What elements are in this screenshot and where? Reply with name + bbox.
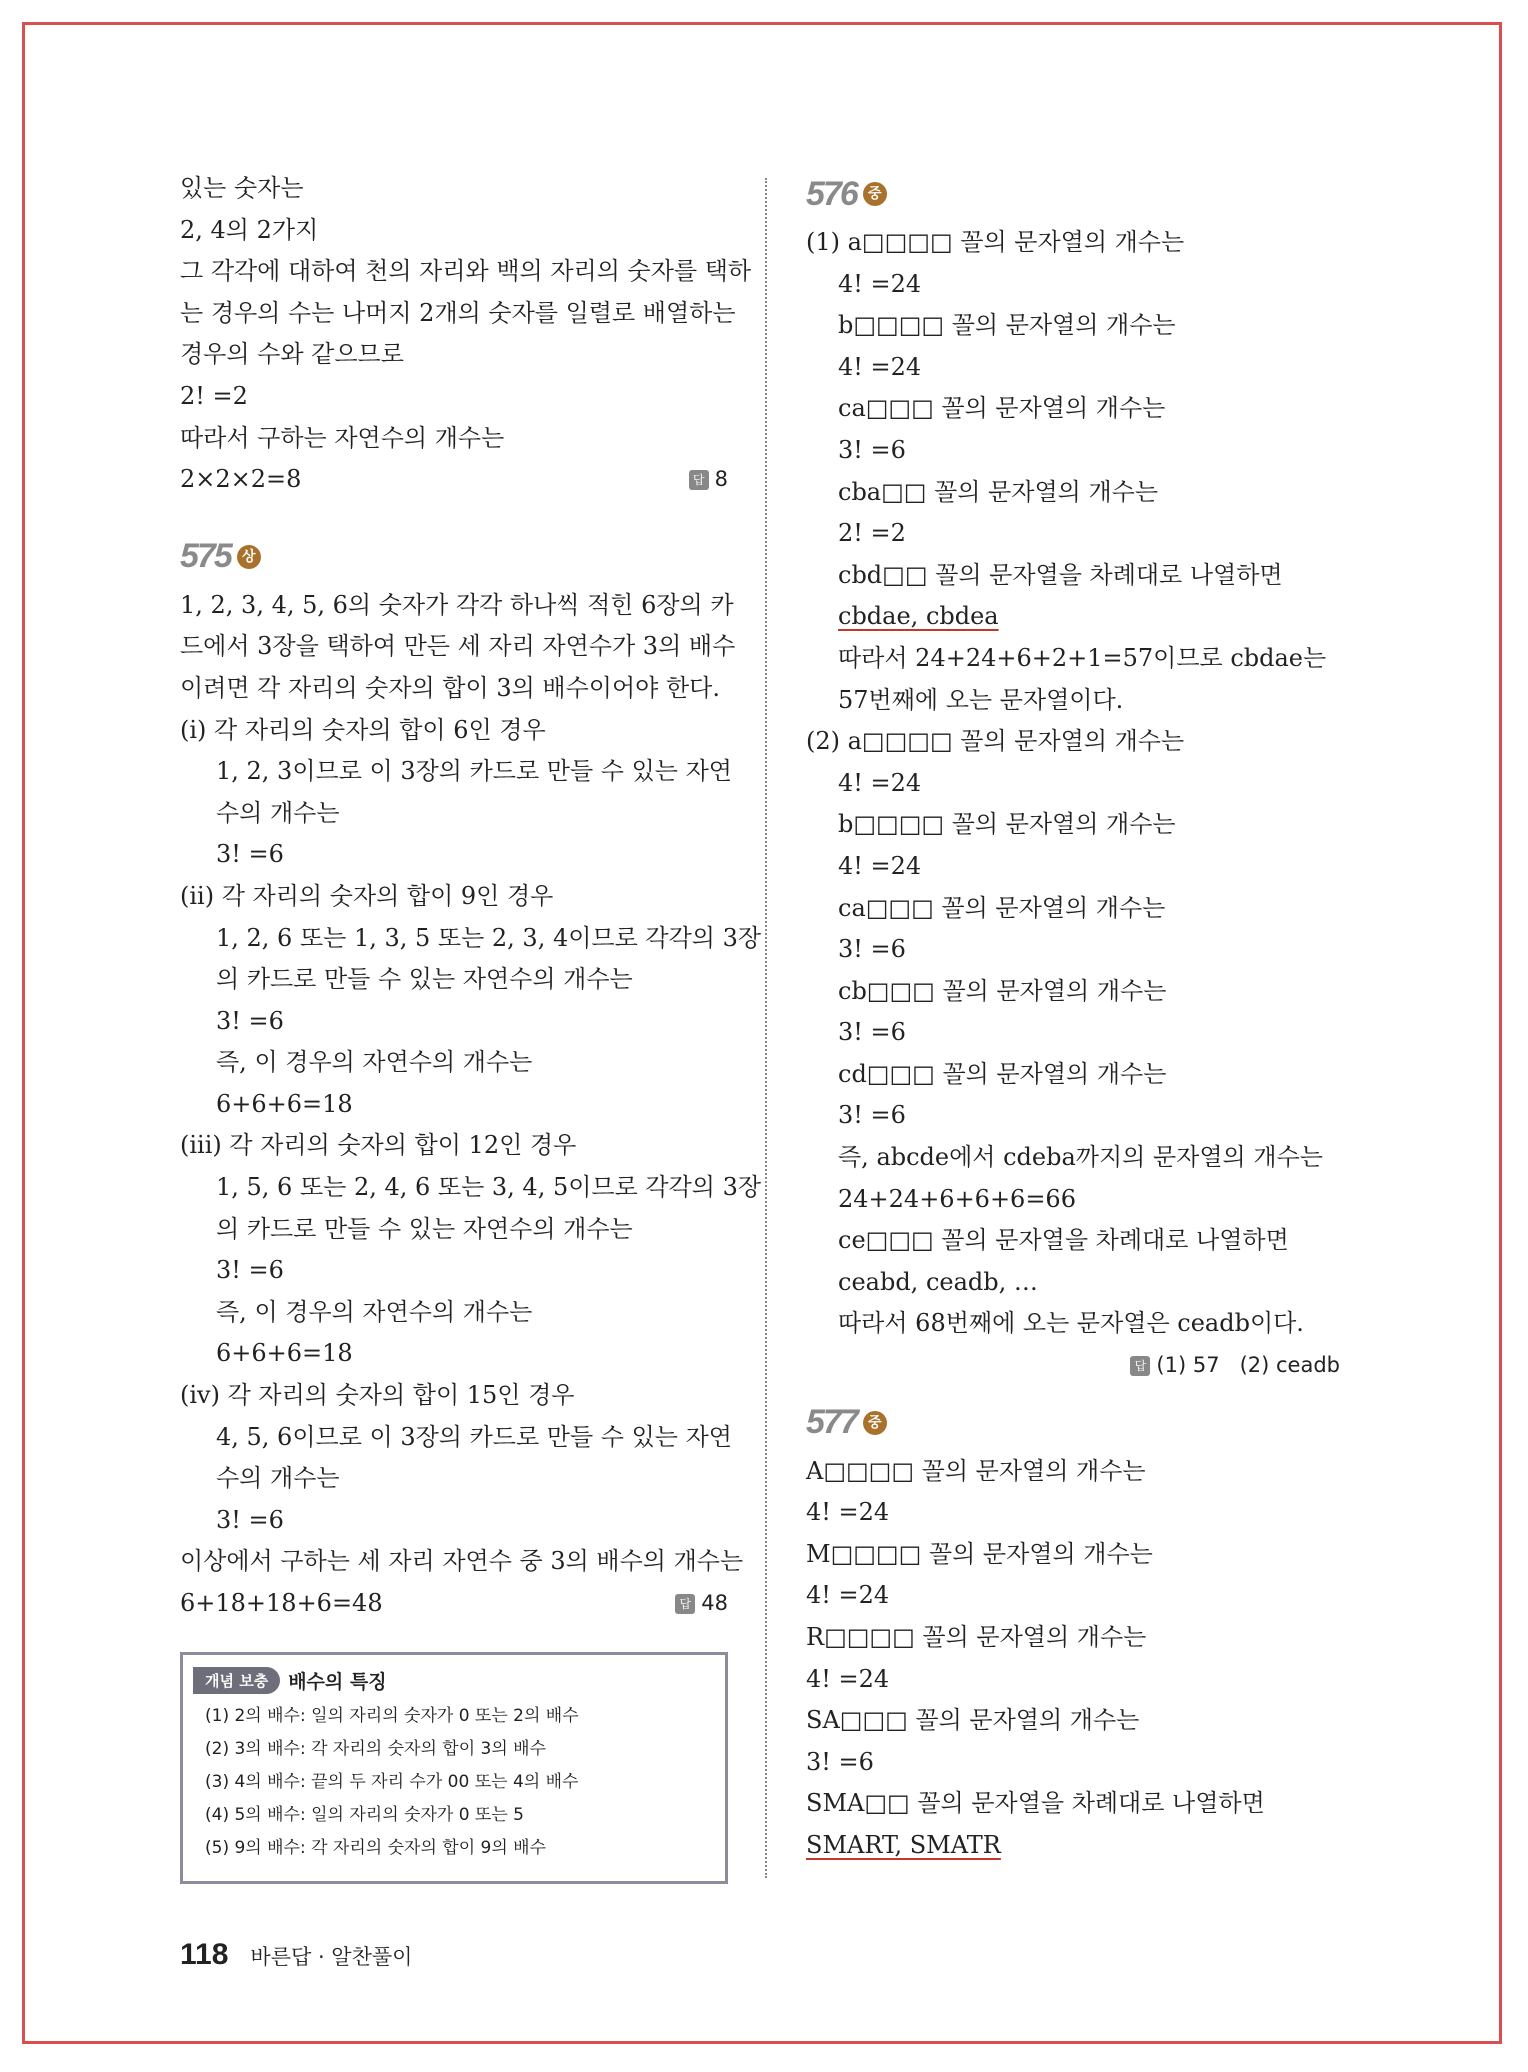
column-divider [765,178,767,1878]
text-line: cb□□□ 꼴의 문자열의 개수는 [838,976,1167,1005]
answer-line [806,1345,1354,1387]
text-line [180,1583,728,1625]
concept-item: (3) 4의 배수: 끝의 두 자리 수가 00 또는 4의 배수 [205,1772,579,1792]
text-line: ce□□□ 꼴의 문자열을 차례대로 나열하면 [838,1226,1289,1255]
answer-icon: 답 [1130,1356,1150,1376]
text-line: 4! =24 [838,851,922,880]
text-line: 3! =6 [838,1018,906,1047]
text-line [180,459,728,501]
difficulty-badge: 중 [863,1411,887,1435]
text-line: 4, 5, 6이므로 이 3장의 카드로 만들 수 있는 자연 [216,1422,732,1451]
concept-item: (2) 3의 배수: 각 자리의 숫자의 합이 3의 배수 [205,1739,546,1759]
formula: 2×2×2=8 [180,465,302,494]
text-line: 의 카드로 만들 수 있는 자연수의 개수는 [216,1214,633,1243]
answer [689,459,728,501]
answer [675,1583,728,1625]
text-line: SMA□□ 꼴의 문자열을 차례대로 나열하면 [806,1789,1265,1818]
problem-header [806,166,1354,222]
text-line: M□□□□ 꼴의 문자열의 개수는 [806,1539,1153,1568]
concept-item: (5) 9의 배수: 각 자리의 숫자의 합이 9의 배수 [205,1838,546,1858]
text-line: 이려면 각 자리의 숫자의 합이 3의 배수이어야 한다. [180,673,720,702]
concept-tag: 개념 보충 [193,1667,280,1694]
concept-item: (1) 2의 배수: 일의 자리의 숫자가 0 또는 2의 배수 [205,1706,579,1726]
concept-box [180,1652,728,1884]
text-line: 3! =6 [216,1256,284,1285]
text-line: 즉, 이 경우의 자연수의 개수는 [216,1297,533,1326]
problem-header [806,1395,1354,1451]
text-line: 6+6+6=18 [216,1089,353,1118]
text-line: 있는 숫자는 [180,174,304,202]
answer-icon: 답 [675,1594,695,1614]
text-line: cbd□□ 꼴의 문자열을 차례대로 나열하면 [838,560,1283,589]
left-column [180,168,762,1625]
text-line: b□□□□ 꼴의 문자열의 개수는 [838,311,1176,340]
text-line: 3! =6 [216,840,284,869]
footer-title: 바른답 · 알찬풀이 [250,1945,413,1969]
text-line: 따라서 구하는 자연수의 개수는 [180,423,505,452]
text-line: 따라서 68번째에 오는 문자열은 ceadb이다. [838,1309,1304,1338]
text-line: 드에서 3장을 택하여 만든 세 자리 자연수가 3의 배수 [180,632,736,661]
text-line: 4! =24 [806,1498,890,1527]
text-line: ca□□□ 꼴의 문자열의 개수는 [838,394,1166,423]
text-line: ca□□□ 꼴의 문자열의 개수는 [838,893,1166,922]
text-line [806,1825,1354,1867]
problem-number: 576 [806,174,857,213]
problem-number: 577 [806,1403,857,1442]
concept-item: (4) 5의 배수: 일의 자리의 숫자가 0 또는 5 [205,1805,524,1825]
text-line: 즉, 이 경우의 자연수의 개수는 [216,1048,533,1077]
underlined-text: cbdae, cbdea [838,602,999,631]
page-number: 118 [180,1938,229,1971]
text-line: 는 경우의 수는 나머지 2개의 숫자를 일렬로 배열하는 [180,298,736,327]
answer-value: (1) 57 (2) ceadb [1156,1353,1340,1378]
answer-value: 8 [714,467,728,492]
page-footer [180,1938,412,1972]
text-line: 경우의 수와 같으므로 [180,340,404,369]
text-line: 57번째에 오는 문자열이다. [838,685,1124,714]
text-line: (2) a□□□□ 꼴의 문자열의 개수는 [806,727,1185,756]
text-line: 3! =6 [838,935,906,964]
text-line: 그 각각에 대하여 천의 자리와 백의 자리의 숫자를 택하 [180,257,752,286]
text-line: 2! =2 [180,381,248,410]
text-line: 3! =6 [216,1505,284,1534]
case-heading: (ii) 각 자리의 숫자의 합이 9인 경우 [180,881,554,910]
answer [1130,1345,1340,1387]
text-line: 3! =6 [806,1747,874,1776]
text-line: R□□□□ 꼴의 문자열의 개수는 [806,1623,1147,1651]
text-line: 4! =24 [838,269,922,298]
text-line: 2! =2 [838,519,906,548]
underlined-text: SMART, SMATR [806,1830,1001,1859]
text-line: 4! =24 [806,1664,890,1693]
text-line: ceabd, ceadb, … [838,1267,1038,1296]
text-line: 이상에서 구하는 세 자리 자연수 중 3의 배수의 개수는 [180,1547,744,1576]
text-line: 수의 개수는 [216,798,340,827]
answer-value: 48 [701,1591,728,1615]
case-heading: (iii) 각 자리의 숫자의 합이 12인 경우 [180,1131,577,1160]
text-line: 1, 2, 6 또는 1, 3, 5 또는 2, 3, 4이므로 각각의 3장 [216,923,762,952]
text-line: 4! =24 [838,352,922,381]
text-line: (1) a□□□□ 꼴의 문자열의 개수는 [806,228,1185,256]
text-line: 의 카드로 만들 수 있는 자연수의 개수는 [216,965,633,994]
text-line: 1, 2, 3이므로 이 3장의 카드로 만들 수 있는 자연 [216,757,732,786]
problem-number: 575 [180,537,231,576]
difficulty-badge: 중 [863,182,887,206]
text-line: b□□□□ 꼴의 문자열의 개수는 [838,810,1176,839]
text-line: 4! =24 [806,1581,890,1610]
text-line: cd□□□ 꼴의 문자열의 개수는 [838,1059,1167,1088]
text-line [806,596,1354,638]
text-line: 3! =6 [838,1101,906,1130]
text-line: 1, 5, 6 또는 2, 4, 6 또는 3, 4, 5이므로 각각의 3장 [216,1173,762,1202]
right-column [806,166,1354,1867]
answer-icon: 답 [689,470,709,490]
text-line: 1, 2, 3, 4, 5, 6의 숫자가 각각 하나씩 적힌 6장의 카 [180,590,734,619]
text-line: 2, 4의 2가지 [180,215,319,244]
text-line: 6+6+6=18 [216,1339,353,1368]
case-heading: (i) 각 자리의 숫자의 합이 6인 경우 [180,715,546,744]
text-line: 4! =24 [838,768,922,797]
text-line: 즉, abcde에서 cdeba까지의 문자열의 개수는 [838,1143,1323,1172]
difficulty-badge: 상 [237,545,261,569]
text-line: 24+24+6+6+6=66 [838,1184,1076,1213]
text-line: 따라서 24+24+6+2+1=57이므로 cbdae는 [838,643,1327,672]
text-line: cba□□ 꼴의 문자열의 개수는 [838,477,1159,506]
concept-box-header [193,1667,725,1694]
text-line: A□□□□ 꼴의 문자열의 개수는 [806,1456,1146,1485]
problem-header [180,529,728,585]
formula: 6+18+18+6=48 [180,1589,383,1617]
text-line: SA□□□ 꼴의 문자열의 개수는 [806,1706,1140,1735]
case-heading: (iv) 각 자리의 숫자의 합이 15인 경우 [180,1381,575,1410]
concept-title: 배수의 특징 [288,1671,387,1693]
text-line: 수의 개수는 [216,1464,340,1493]
text-line: 3! =6 [216,1006,284,1035]
text-line: 3! =6 [838,435,906,464]
